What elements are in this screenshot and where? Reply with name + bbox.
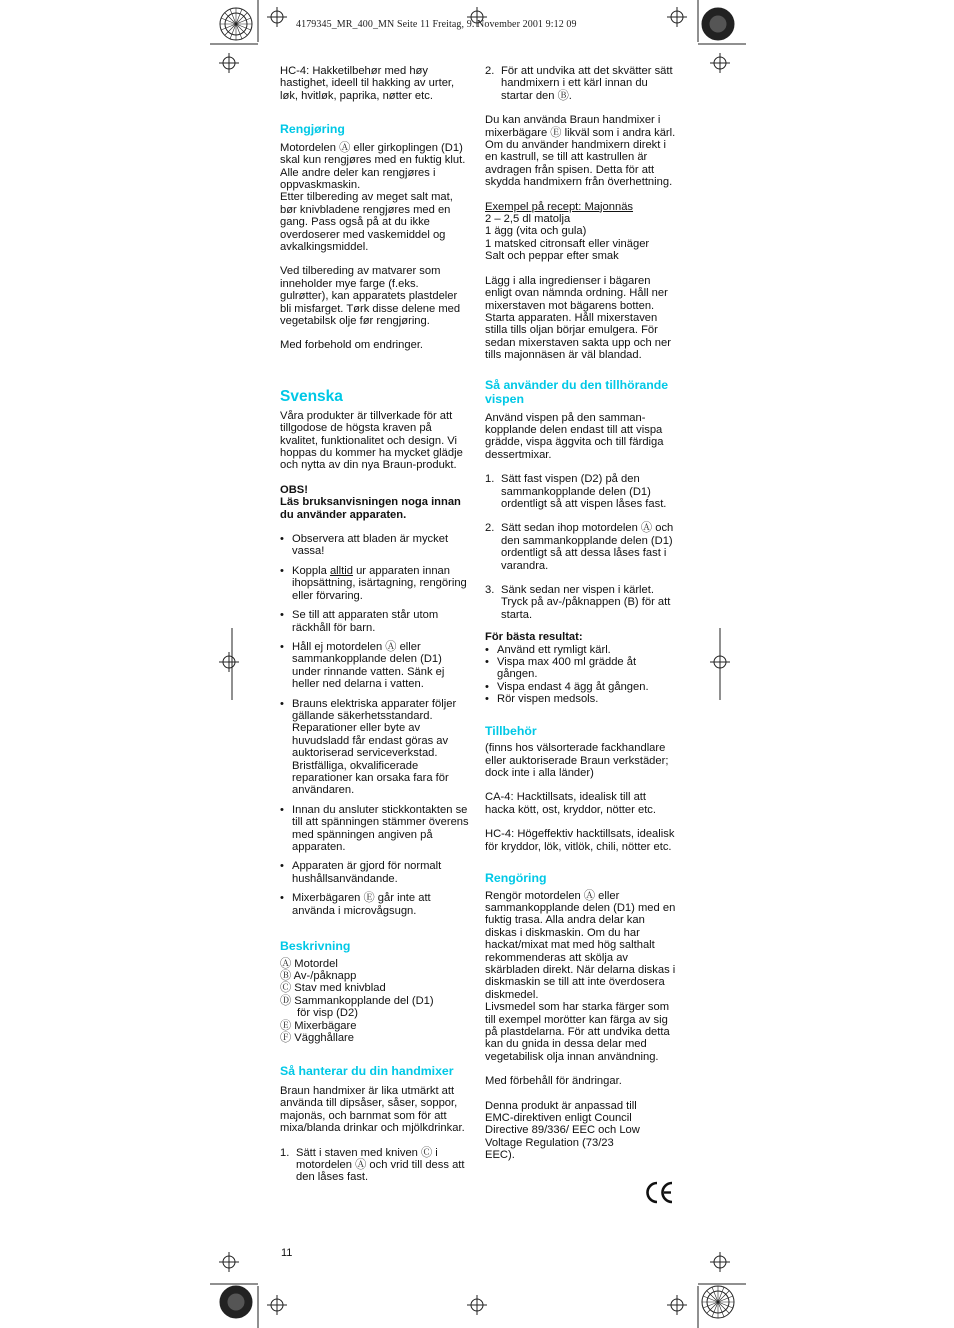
page-number: 11 <box>281 1247 293 1259</box>
beskrivning-item: för visp (D2) <box>297 1007 358 1020</box>
kastrull-paragraph: Du kan använda Braun handmixer i mixerbägare Ⓔ likväl som i andra kärl. Om du använder handmixern direkt i en kastrull, se till att kastrullen är avdragen från spisen. Detta för att skydda handmixern från överhettning. <box>485 114 676 189</box>
vispen-step: 3. Sänk sedan ner vispen i kärlet. Tryck på av-/påknappen (B) för att starta. <box>485 584 671 621</box>
step-1: 1. Sätt i staven med kniven Ⓒ i motordelen Ⓐ och vrid till dess att den låses fast. <box>280 1146 465 1184</box>
bullet-item: • Apparaten är gjord för normalt hushållsanvändande. <box>280 860 442 885</box>
sunburst-top-left <box>220 8 252 40</box>
rengjoring-paragraph-3: Ved tilbereding av matvarer som inneholder mye farge (f.eks. gulrøtter), kan apparatets plastdeler bli misfarget. Tørk disse delene med vegetabilsk olje før rengjøring. <box>280 265 461 327</box>
vispen-heading: Så använder du den tillhörande vispen <box>485 377 669 407</box>
hc4-no-text: HC-4: Hakketilbehør med høy hastighet, ideell til hakking av urter, løk, hvitløk, paprika, nøtter etc. <box>280 65 455 102</box>
rengjoring-paragraph-1: Motordelen Ⓐ eller girkoplingen (D1) skal kun rengjøres med en fuktig klut. Alle andre deler kan rengjøres i oppvaskmaskin. <box>280 141 466 191</box>
svenska-heading: Svenska <box>280 387 343 405</box>
bullet-item: • Innan du ansluter stickkontakten se till att spänningen stämmer överens med spänningen angiven på apparaten. <box>280 803 469 853</box>
best-item: • Vispa endast 4 ägg åt gången. <box>485 680 649 693</box>
bullet-item: • Koppla alltid ur apparaten innan ihopsättning, isärtagning, rengöring eller förvaring. <box>280 564 467 602</box>
best-results-title: För bästa resultat: <box>485 631 583 644</box>
hc4-sv-text: HC-4: Högeffektiv hacktillsats, idealisk för kryddor, lök, vitlök, chili, nötter etc. <box>485 828 675 853</box>
best-item: • Använd ett rymligt kärl. <box>485 643 611 656</box>
beskrivning-item: Ⓐ Motordel <box>280 957 338 970</box>
obs-text: Läs bruksanvisningen noga innan du använder apparaten. <box>280 496 461 521</box>
sunburst-bottom-left <box>220 1286 252 1318</box>
recipe-line: 1 matsked citronsaft eller vinäger <box>485 237 650 250</box>
recipe-title: Exempel på recept: Majonnäs <box>485 200 634 213</box>
hantera-heading: Så hanterar du din handmixer <box>280 1064 454 1079</box>
svenska-intro: Våra produkter är tillverkade för att tillgodose de högsta kraven på kvalitet, funktionalitet och design. Vi hoppas du kommer ha mycket glädje och nytta av din nya Braun-produkt. <box>280 409 463 472</box>
beskrivning-item: Ⓒ Stav med knivblad <box>280 982 386 995</box>
recipe-paragraph: Lägg i alla ingredienser i bägaren enligt ovan nämnda ordning. Håll ner mixerstaven mot bägarens botten. Starta apparaten. Håll mixerstaven stilla tills oljan börjar emulgera. För sedan mixerstaven sakta upp och ner tills majonnäsen är väl blandad. <box>485 274 671 362</box>
beskrivning-item: Ⓕ Vägghållare <box>280 1031 355 1044</box>
ce-mark-icon <box>645 1180 675 1205</box>
bullet-item: • Observera att bladen är mycket vassa! <box>280 533 449 558</box>
vispen-step: 2. Sätt sedan ihop motordelen Ⓐ och den sammankopplande delen (D1) ordentligt så att dessa låses fast i varandra. <box>485 522 674 572</box>
beskrivning-item: Ⓓ Sammankopplande del (D1) <box>280 994 434 1007</box>
rengoring-paragraph-1: Rengör motordelen Ⓐ eller sammankopplande delen (D1) med en fuktig trasa. Alla andra delar kan diskas i diskmaskin. Om du har hackat/mixat mat med hög salthalt rekommenderas att skölja av skärbladen direkt. När delarna diskas i diskmaskin se till att inte överdosera diskmedel. <box>485 889 676 1001</box>
forbehold-no: Med forbehold om endringer. <box>280 339 424 352</box>
bullet-item: • Håll ej motordelen Ⓐ eller sammankopplande delen (D1) under rinnande vatten. Sänk ej heller ned delarna i vatten. <box>280 640 445 691</box>
left-column <box>280 65 470 1184</box>
vispen-paragraph: Använd vispen på den samman-kopplande delen endast till att vispa grädde, vispa äggvita och till färdiga dessertmixar. <box>485 411 664 461</box>
print-slug: 4179345_MR_400_MN Seite 11 Freitag, 9. November 2001 9:12 09 <box>296 19 577 30</box>
tillbehor-paragraph: (finns hos välsorterade fackhandlare eller auktoriserade Braun verkstäder; dock inte i alla länder) <box>485 742 669 779</box>
recipe-line: Salt och peppar efter smak <box>485 250 619 263</box>
beskrivning-item: Ⓔ Mixerbägare <box>280 1019 357 1032</box>
rengoring-paragraph-2: Livsmedel som har starka färger som till exempel morötter kan färga av sig på plastdelarna. För att undvika detta kan du gnida in dessa delar med vegetabilisk olja innan användning. <box>485 1001 670 1063</box>
rengjoring-heading: Rengjøring <box>280 122 345 137</box>
tillbehor-heading: Tillbehör <box>485 723 537 738</box>
hantera-paragraph: Braun handmixer är lika utmärkt att använda till dipsåser, såser, soppor, majonäs, och barnmat som för att mixa/blanda drinkar och mjölkdrinkar. <box>280 1084 465 1135</box>
best-item: • Vispa max 400 ml grädde åt gången. <box>485 656 637 681</box>
rengjoring-paragraph-2: Etter tilbereding av meget salt mat, bør knivbladene rengjøres med en gang. Pass også på at du ikke overdoserer med vaskemiddel og avkalkingsmiddel. <box>280 191 453 253</box>
beskrivning-heading: Beskrivning <box>280 939 351 954</box>
vispen-step: 1. Sätt fast vispen (D2) på den sammankopplande delen (D1) ordentligt så att vispen låses fast. <box>485 473 667 510</box>
sunburst-bottom-right <box>702 1286 734 1318</box>
step-2: 2. För att undvika att det skvätter sätt handmixern i ett kärl innan du startar den Ⓑ. <box>485 65 673 102</box>
right-column <box>485 65 677 1162</box>
forbehold-sv: Med förbehåll för ändringar. <box>485 1075 622 1088</box>
ca4-text: CA-4: Hacktillsats, idealisk till att hacka kött, ost, kryddor, nötter etc. <box>485 791 657 816</box>
beskrivning-item: Ⓑ Av-/påknapp <box>280 969 357 982</box>
bullet-item: • Mixerbägaren Ⓔ går inte att använda i microvågsugn. <box>280 892 431 917</box>
emc-paragraph: Denna produkt är anpassad till EMC-direktiven enligt Council Directive 89/336/ EEC och Low Voltage Regulation (73/23 EEC). <box>485 1099 640 1162</box>
bullet-item: • Brauns elektriska apparater följer gällande säkerhetsstandard. Reparationer eller byte av huvudsladd får endast göras av auktoriserad serviceverkstad. Bristfälliga, okvalificerade reparationer kan orsaka fara för användaren. <box>280 697 457 797</box>
recipe-line: 2 – 2,5 dl matolja <box>485 213 571 226</box>
sunburst-top-right <box>702 8 734 40</box>
obs-title: OBS! <box>280 483 308 496</box>
best-item: • Rör vispen medsols. <box>485 693 599 706</box>
rengoring-heading: Rengöring <box>485 871 547 885</box>
bullet-item: • Se till att apparaten står utom räckhåll för barn. <box>280 609 439 634</box>
recipe-line: 1 ägg (vita och gula) <box>485 225 587 238</box>
